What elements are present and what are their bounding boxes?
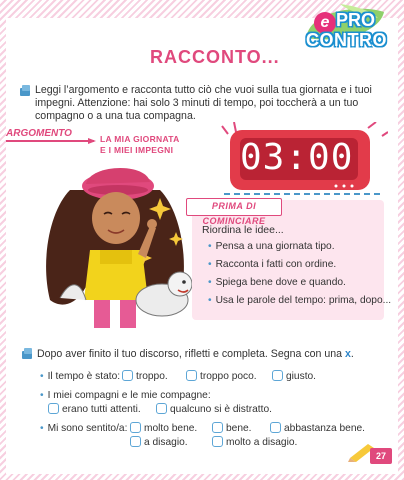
- x-mark: x: [344, 348, 351, 360]
- page-number: 27: [370, 448, 392, 464]
- checkbox[interactable]: [156, 403, 167, 414]
- option-bene[interactable]: bene.: [212, 422, 252, 435]
- prep-item: • Racconta i fatti con ordine.: [208, 259, 337, 270]
- prep-item: • Spiega bene dove e quando.: [208, 277, 346, 288]
- girl-with-dog-illustration: [30, 150, 200, 330]
- logo-e: e: [314, 12, 336, 34]
- bullet-dot-icon: •: [208, 241, 212, 252]
- prep-lead: Riordina le idee...: [202, 224, 284, 236]
- question-tempo: • Il tempo è stato:: [40, 371, 121, 382]
- prep-title: PRIMA DI COMINCIARE: [186, 198, 282, 216]
- argomento-underline: [6, 140, 94, 142]
- option-troppo[interactable]: troppo.: [122, 370, 168, 383]
- checkbox[interactable]: [272, 370, 283, 381]
- option-a-disagio[interactable]: a disagio.: [130, 436, 188, 449]
- bullet-dot-icon: •: [40, 371, 44, 382]
- bullet-dot-icon: •: [208, 277, 212, 288]
- option-molto-bene[interactable]: molto bene.: [130, 422, 197, 435]
- checkbox[interactable]: [122, 370, 133, 381]
- prep-item: • Pensa a una giornata tipo.: [208, 241, 335, 252]
- checkbox[interactable]: [212, 422, 223, 433]
- option-molto-a-disagio[interactable]: molto a disagio.: [212, 436, 297, 449]
- reflect-instructions: Dopo aver finito il tuo discorso, rifletti e completa. Segna con una x.: [37, 348, 354, 360]
- square-bullet-icon: [22, 351, 32, 359]
- question-compagni: • I miei compagni e le mie compagne:: [40, 390, 211, 401]
- logo-contro: CONTRO: [306, 30, 387, 50]
- prep-item: • Usa le parole del tempo: prima, dopo...: [208, 295, 392, 306]
- option-tutti-attenti[interactable]: erano tutti attenti.: [48, 403, 141, 416]
- bullet-dot-icon: •: [208, 295, 212, 306]
- bullet-dot-icon: •: [208, 259, 212, 270]
- intro-instructions: Leggi l’argomento e racconta tutto ciò che vuoi sulla tua giornata e i tuoi impegni. Attenzione: hai solo 3 minuti di tempo, poi toccherà a un tuo compagno o a una tua compagna.: [35, 84, 372, 122]
- topic-line-1: LA MIA GIORNATA: [100, 134, 180, 144]
- checkbox[interactable]: [212, 436, 223, 447]
- bullet-dot-icon: •: [40, 390, 44, 401]
- checkbox[interactable]: [270, 422, 281, 433]
- checkbox[interactable]: [48, 403, 59, 414]
- e-pro-contro-logo: [300, 4, 396, 54]
- page-title: RACCONTO...: [150, 47, 280, 67]
- clock-time: 03:00: [240, 137, 354, 178]
- arrow-right-icon: [88, 136, 98, 146]
- topic-line-2: E I MIEI IMPEGNI: [100, 145, 174, 155]
- logo-pro: PRO: [336, 10, 376, 30]
- checkbox[interactable]: [186, 370, 197, 381]
- option-troppo-poco[interactable]: troppo poco.: [186, 370, 257, 383]
- checkbox[interactable]: [130, 422, 141, 433]
- option-abbastanza-bene[interactable]: abbastanza bene.: [270, 422, 365, 435]
- question-sentito: • Mi sono sentito/a:: [40, 423, 128, 434]
- option-giusto[interactable]: giusto.: [272, 370, 316, 383]
- option-distratto[interactable]: qualcuno si è distratto.: [156, 403, 272, 416]
- bullet-dot-icon: •: [40, 423, 44, 434]
- checkbox[interactable]: [130, 436, 141, 447]
- square-bullet-icon: [20, 88, 30, 96]
- argomento-label: ARGOMENTO: [6, 128, 72, 139]
